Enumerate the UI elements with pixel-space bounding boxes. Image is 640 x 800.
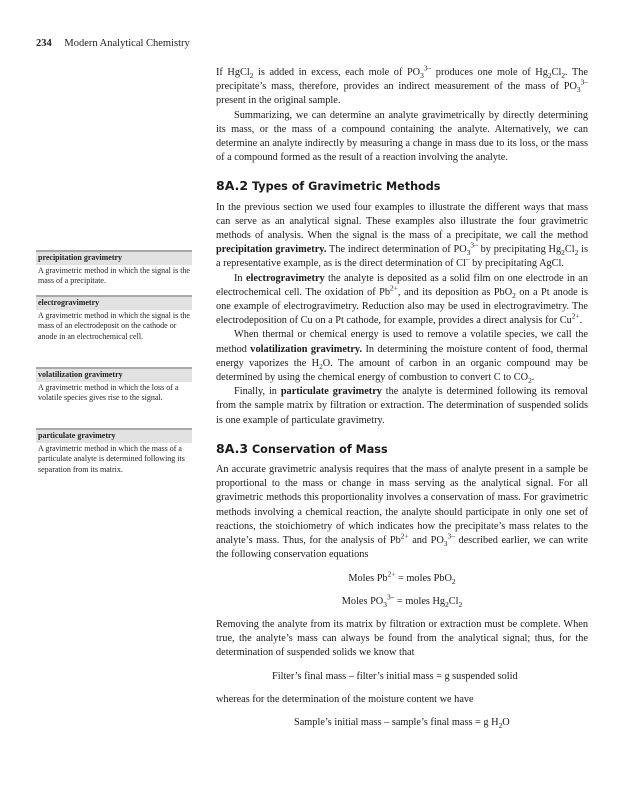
glossary-term: electrogravimetry	[36, 297, 192, 310]
paragraph: In electrogravimetry the analyte is deposited as a solid film on one electrode in an electrochemical cell. The oxidation of $Pb^{2+}$, and its deposition as PbO$_2$ on a Pt anode is one example of electrogravimetry. Reduction also may be used in electrogravimetry. The electrodeposition of Cu on a Pt cathode, for example, provides a direct analysis for $Cu^{2+}$.	[216, 272, 589, 327]
paragraph: In the previous section we used four examples to illustrate the different ways that mass can serve as an analytical signal. These examples also illustrate the four gravimetric methods of analysis. When the signal is the mass of a precipitate, we call the method precipitation gravimetry. The indirect determination of $PO_3^{3-}$ by precipitating $Hg_2Cl_2$ is a representative example, as is the direct determination of Cl– by precipitating AgCl.	[216, 201, 588, 270]
sidebar-glossary-entry	[36, 428, 192, 476]
glossary-term: volatilization gravimetry	[36, 369, 192, 382]
paragraph: When thermal or chemical energy is used to remove a volatile species, we call the method volatilization gravimetry. In determining the moisture content of food, thermal energy vaporizes the $H_2O$. The amount of carbon in an organic compound may be determined by using the chemical energy of combustion to convert C to $CO_2$.	[216, 329, 588, 386]
main-text-column	[216, 63, 589, 739]
key-term: precipitation gravimetry.	[216, 244, 327, 256]
paragraph: Finally, in particulate gravimetry the analyte is determined following its removal from the sample matrix by filtration or extraction. The determination of suspended solids is one example of particulate gravimetry.	[216, 386, 588, 426]
equation: Filter’s final mass – filter’s initial mass = g suspended solid	[272, 670, 518, 682]
paragraph: Removing the analyte from its matrix by filtration or extraction must be complete. When true, the analyte’s mass can always be found from the analytical signal; thus, for the determination of suspended solids we know that	[216, 618, 588, 659]
section-number: 8A.2	[216, 178, 249, 194]
sidebar-glossary-entry	[36, 367, 192, 404]
glossary-definition: A gravimetric method in which the loss of a volatile species gives rise to the signal.	[38, 382, 179, 403]
paragraph: If HgCl$_2$ is added in excess, each mole of $PO_3^{3-}$ produces one mole of $Hg_2Cl_2$. The precipitate’s mass, therefore, provides an indirect measurement of the mass of $PO_3^{3-}$ present in the original sample.	[216, 63, 588, 107]
page-header	[36, 38, 190, 49]
glossary-definition: A gravimetric method in which the signal is the mass of a precipitate.	[38, 265, 190, 286]
section-heading	[216, 179, 588, 194]
section-number: 8A.3	[216, 440, 249, 456]
key-term: volatilization gravimetry.	[250, 343, 363, 355]
section-title: Conservation of Mass	[251, 442, 388, 456]
key-term: particulate gravimetry	[280, 386, 382, 398]
equation: Sample’s initial mass – sample’s final mass = g $H_2O$	[294, 716, 510, 730]
book-title: Modern Analytical Chemistry	[64, 38, 190, 49]
equation: Moles $PO_3^{3-}$ = moles $Hg_2Cl_2$	[341, 592, 463, 609]
equation: Moles $Pb^{2+}$ = moles PbO$_2$	[348, 569, 456, 586]
page-number: 234	[36, 38, 52, 49]
paragraph: Summarizing, we can determine an analyte gravimetrically by directly determining its mass, or the mass of a compound containing the analyte. Alternatively, we can determine an analyte indirectly by measuring a change in mass due to its loss, or the mass of a compound formed as the result of a reaction involving the analyte.	[216, 109, 588, 164]
glossary-term: precipitation gravimetry	[36, 252, 192, 265]
glossary-definition: A gravimetric method in which the signal is the mass of an electrodeposit on the cathode or anode in an electrochemical cell.	[38, 310, 190, 342]
glossary-definition: A gravimetric method in which the mass of a particulate analyte is determined following its separation from its matrix.	[38, 443, 185, 475]
section-title: Types of Gravimetric Methods	[251, 180, 441, 194]
sidebar-glossary-entry	[36, 295, 192, 343]
key-term: electrogravimetry	[245, 272, 325, 284]
glossary-term: particulate gravimetry	[36, 430, 192, 443]
sidebar-glossary-entry	[36, 250, 192, 287]
paragraph: An accurate gravimetric analysis requires that the mass of analyte present in a sample be proportional to the mass or change in mass serving as the analytical signal. For all gravimetric methods this proportionality involves a conservation of mass. For gravimetric methods involving a chemical reaction, the analyte should participate in only one set of reactions, the stoichiometry of which indicates how the precipitate’s mass relates to the analyte’s mass. Thus, for the analysis of $Pb^{2+}$ and $PO_3^{3-}$ described earlier, we can write the following conservation equations	[216, 464, 588, 561]
paragraph: whereas for the determination of the moisture content we have	[216, 693, 474, 705]
section-heading	[216, 442, 588, 457]
